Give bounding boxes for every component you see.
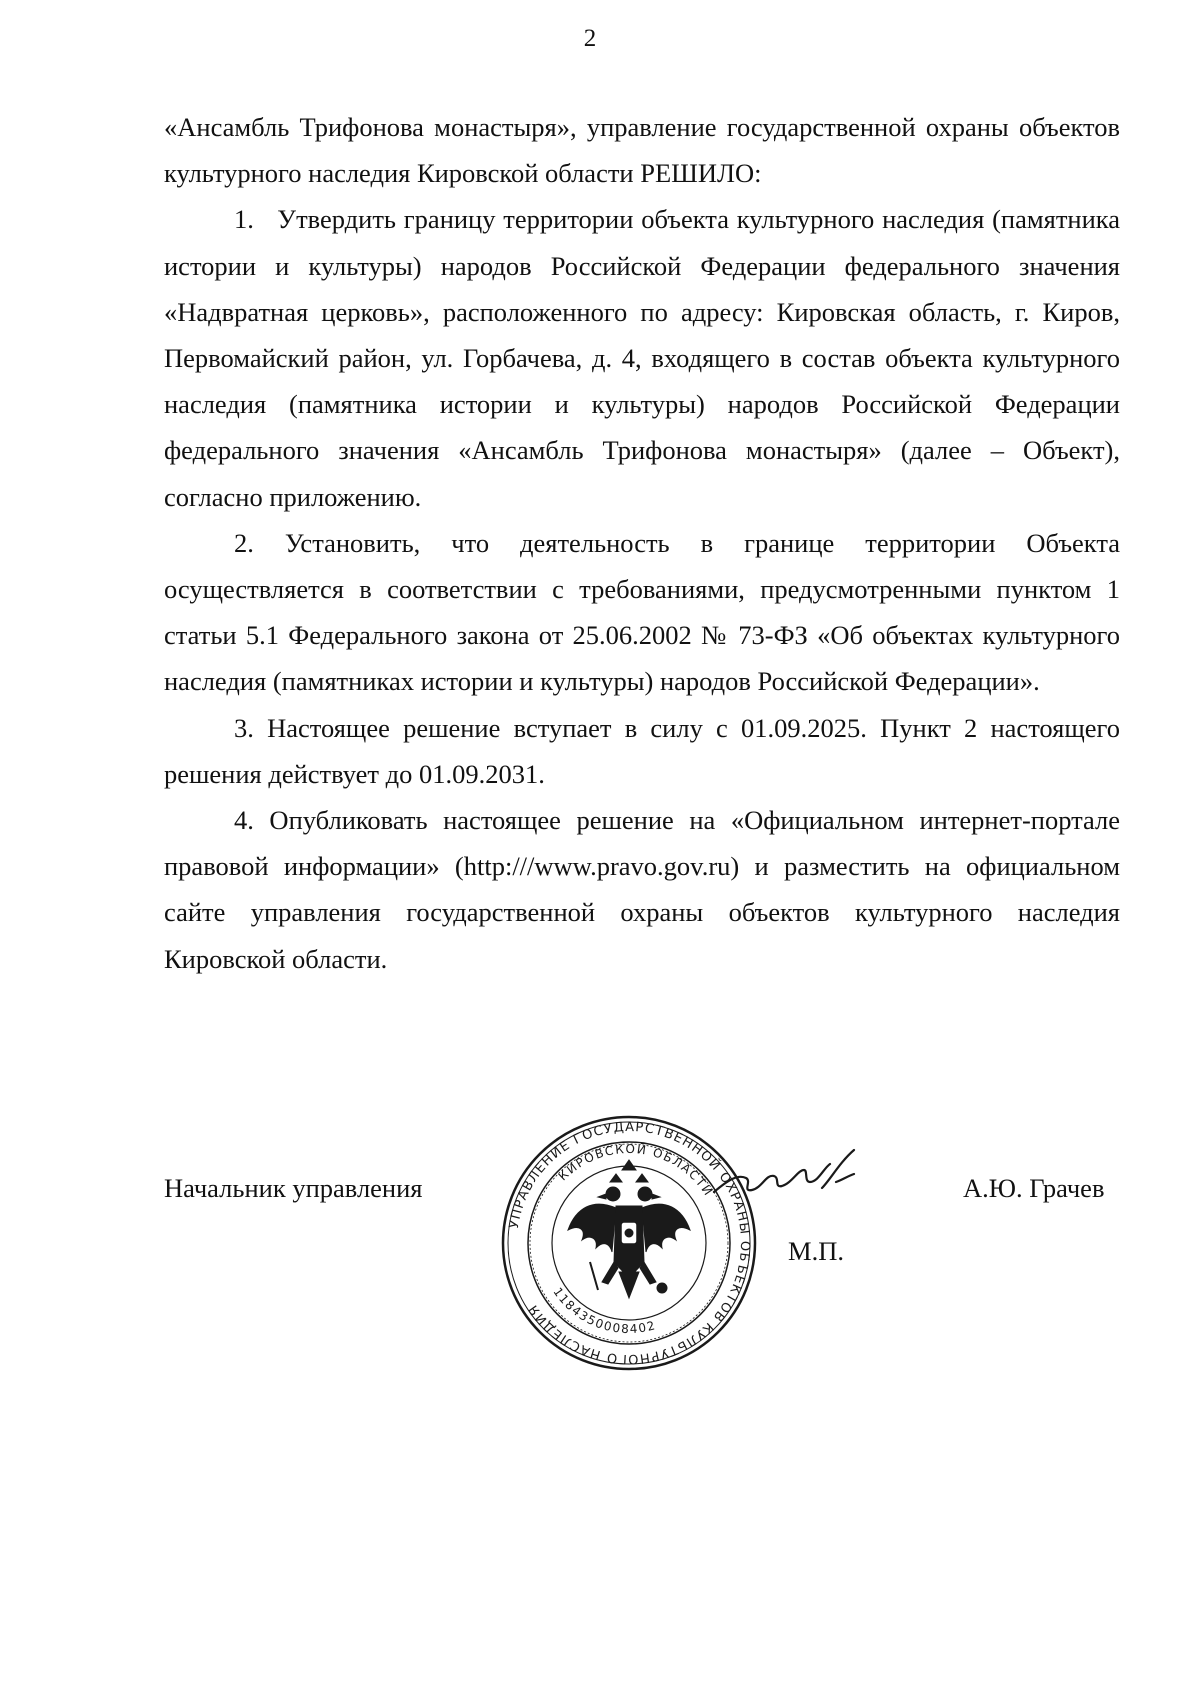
clause-4: 4. Опубликовать настоящее решение на «Официальном интернет-портале правовой информации» (http:///www.pravo.gov.ru) и разместить на официальном сайте управления государственной охраны объектов культурного наследия Кировской области.: [164, 805, 1120, 974]
signer-name: А.Ю. Грачев: [963, 1173, 1105, 1203]
seal-registration-number: 1184350008402: [550, 1284, 658, 1337]
signer-title: Начальник управления: [164, 1173, 423, 1203]
clause-1: 1. Утвердить границу территории объекта культурного наследия (памятника истории и культуры) народов Российской Федерации федерального значения «Надвратная церковь», расположенного по адресу: Кировская область, г. Киров, Первомайский район, ул. Горбачева, д. 4, входящего в состав объекта культурного наследия (памятника истории и культуры) народов Российской Федерации федерального значения «Ансамбль Трифонова монастыря» (далее – Объект), согласно приложению.: [164, 204, 1120, 512]
clause-2: 2. Установить, что деятельность в границе территории Объекта осуществляется в соответствии с требованиями, предусмотренными пунктом 1 статьи 5.1 Федерального закона от 25.06.2002 № 73-ФЗ «Об объектах культурного наследия (памятниках истории и культуры) народов Российской Федерации».: [164, 527, 1120, 697]
seal-place-label: М.П.: [788, 1236, 844, 1266]
intro-paragraph: «Ансамбль Трифонова монастыря», управление государственной охраны объектов культурного наследия Кировской области РЕШИЛО:: [164, 112, 1120, 189]
double-headed-eagle-icon: [568, 1160, 690, 1298]
handwritten-signature: [708, 1140, 878, 1210]
clause-3: 3. Настоящее решение вступает в силу с 01.09.2025. Пункт 2 настоящего решения действует до 01.09.2031.: [164, 712, 1120, 789]
page-number: 2: [583, 25, 597, 52]
seal-outer-text: УПРАВЛЕНИЕ ГОСУДАРСТВЕННОЙ ОХРАНЫ ОБЪЕКТОВ КУЛЬТУРНОГО НАСЛЕДИЯ: [506, 1119, 753, 1367]
decision-body: [164, 104, 1120, 982]
seal-inner-text: КИРОВСКОЙ ОБЛАСТИ: [555, 1141, 716, 1199]
